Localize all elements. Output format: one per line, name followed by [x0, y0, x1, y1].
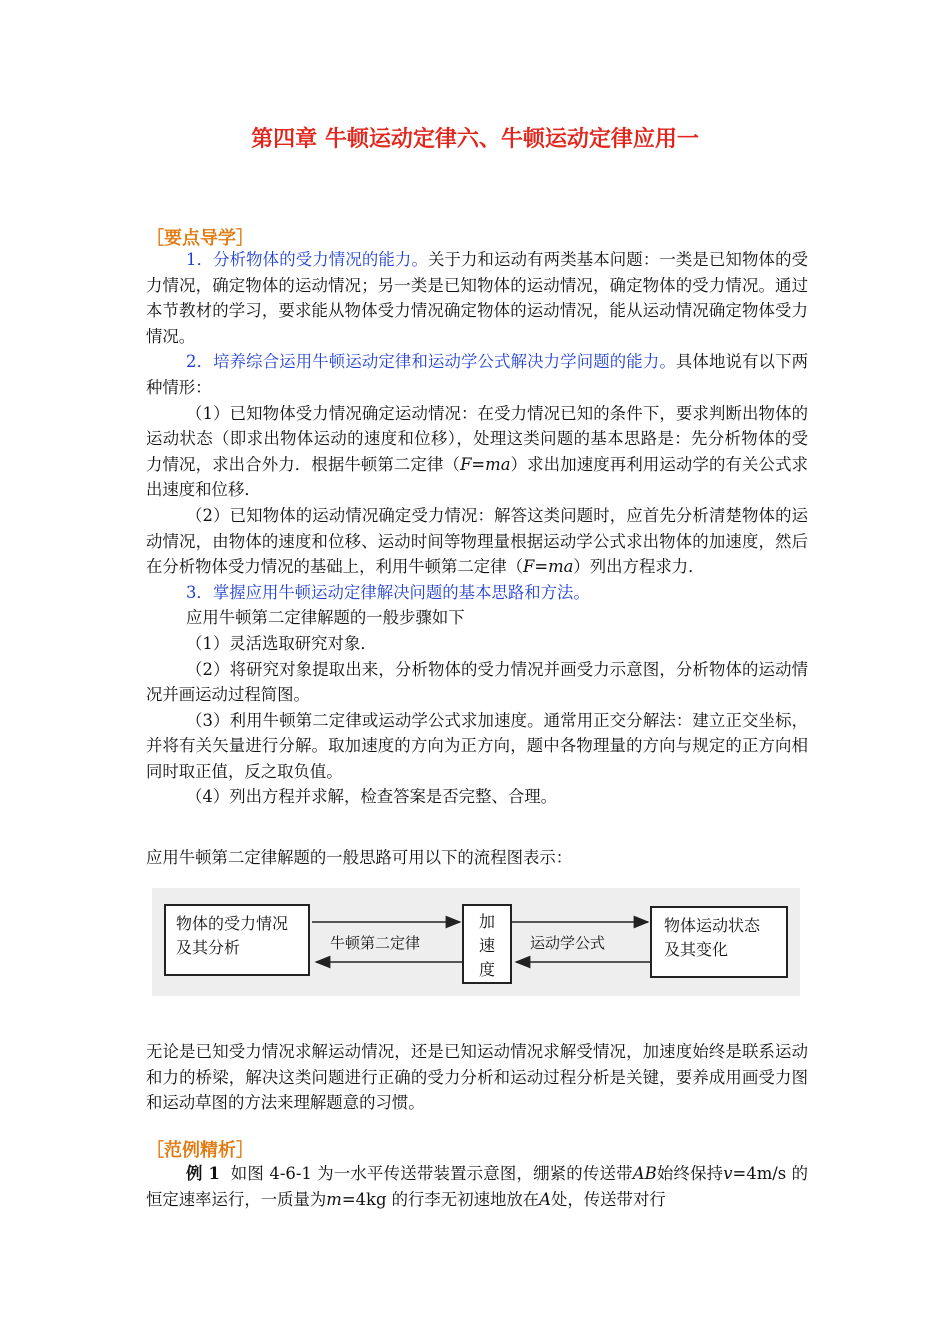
formula-f-ma: F=ma [460, 454, 511, 474]
step-3: （3）利用牛顿第二定律或运动学公式求加速度。通常用正交分解法：建立正交坐标，并将有关矢量进行分解。取加速度的方向为正方向，题中各物理量的方向与规定的正方向相同时取正值，反之取负值。 [146, 710, 808, 781]
example-text-5: 处，传送带对行 [551, 1189, 666, 1209]
section-heading-key-points: ［要点导学］ [146, 228, 254, 249]
example-text-1: 如图 4-6-1 为一水平传送带装置示意图，绷紧的传送带 [230, 1164, 633, 1183]
var-a: A [539, 1189, 551, 1209]
box-acc-char-1: 加 [478, 912, 495, 931]
var-m: m [326, 1189, 342, 1209]
example-text-2: 始终保持 [656, 1164, 724, 1183]
step-4: （4）列出方程并求解，检查答案是否完整、合理。 [186, 787, 558, 807]
label-newton-second-law: 牛顿第二定律 [330, 934, 421, 952]
box-force-analysis [164, 904, 310, 976]
section-heading-examples: ［范例精析］ [146, 1140, 254, 1161]
key-points-body [146, 247, 808, 810]
summary-text: 无论是已知受力情况求解运动情况，还是已知运动情况求解受情况，加速度始终是联系运动和力的桥梁，解决这类问题进行正确的受力分析和运动过程分析是关键，要养成用画受力图和运动草图的方法来理解题意的习惯。 [146, 1042, 808, 1113]
point-1-text: 关于力和运动有两类基本问题：一类是已知物体的受力情况，确定物体的运动情况；另一类是已知物体的运动情况，确定物体的受力情况。通过本节教材的学习，要求能从物体受力情况确定物体的运动情况，能从运动情况确定物体受力情况。 [146, 250, 808, 346]
example-text-4: =4kg 的行李无初速地放在 [341, 1189, 540, 1209]
step-1: （1）灵活选取研究对象． [186, 633, 377, 653]
box-motion-line-2: 及其变化 [664, 940, 729, 959]
page-title: 第四章 牛顿运动定律六、牛顿运动定律应用一 [251, 127, 699, 152]
paragraph-4 [146, 503, 808, 580]
example-1 [146, 1161, 808, 1212]
formula-f-ma: F=ma [522, 557, 574, 577]
case-2-text-b: ）列出方程求力． [573, 557, 705, 577]
example-1-text [146, 1161, 808, 1212]
box-force-line-2: 及其分析 [176, 938, 241, 957]
label-kinematics-formula: 运动学公式 [530, 934, 606, 952]
box-acc-char-3: 度 [478, 960, 495, 979]
point-1-heading: 1．分析物体的受力情况的能力。 [186, 250, 428, 269]
summary-paragraph [146, 1039, 808, 1116]
var-ab: AB [632, 1164, 657, 1183]
paragraph-2 [146, 349, 808, 400]
flowchart [152, 888, 800, 996]
box-motion-state [650, 906, 788, 978]
point-2-text: 具体地说有以下两种情形： [146, 352, 808, 397]
flowchart-intro [146, 845, 808, 871]
example-label: 例 1 [186, 1164, 220, 1183]
box-acceleration [462, 904, 512, 984]
case-2-text-a: （2）已知物体的运动情况确定受力情况：解答这类问题时，应首先分析清楚物体的运动情况，由物体的速度和位移、运动时间等物理量根据运动学公式求出物体的加速度，然后在分析物体受力情况的基础上，利用牛顿第二定律（ [146, 505, 808, 577]
var-v: v [723, 1164, 733, 1183]
case-1-text-a: （1）已知物体受力情况确定运动情况：在受力情况已知的条件下，要求判断出物体的运动状态（即求出物体运动的速度和位移），处理这类问题的基本思路是：先分析物体的受力情况，求出合外力．根据牛顿第二定律（ [146, 403, 808, 474]
paragraph-3 [146, 401, 808, 503]
box-force-line-1: 物体的受力情况 [176, 914, 289, 933]
case-1-text-b: ）求出加速度再利用运动学的有关公式求出速度和位移． [146, 454, 809, 500]
point-2-heading: 2．培养综合运用牛顿运动定律和运动学公式解决力学问题的能力。 [186, 352, 676, 372]
flowchart-intro-text: 应用牛顿第二定律解题的一般思路可用以下的流程图表示： [146, 848, 573, 867]
step-2: （2）将研究对象提取出来，分析物体的受力情况并画受力示意图，分析物体的运动情况并画运动过程简图。 [146, 659, 808, 705]
example-text-3: =4m/s 的恒定速率运行，一质量为 [146, 1164, 809, 1209]
steps-intro: 应用牛顿第二定律解题的一般步骤如下 [186, 608, 465, 628]
box-motion-line-1: 物体运动状态 [664, 916, 761, 935]
point-3-heading: 3．掌握应用牛顿运动定律解决问题的基本思路和方法。 [186, 582, 590, 602]
paragraph-1 [146, 247, 808, 349]
box-acc-char-2: 速 [478, 936, 495, 955]
